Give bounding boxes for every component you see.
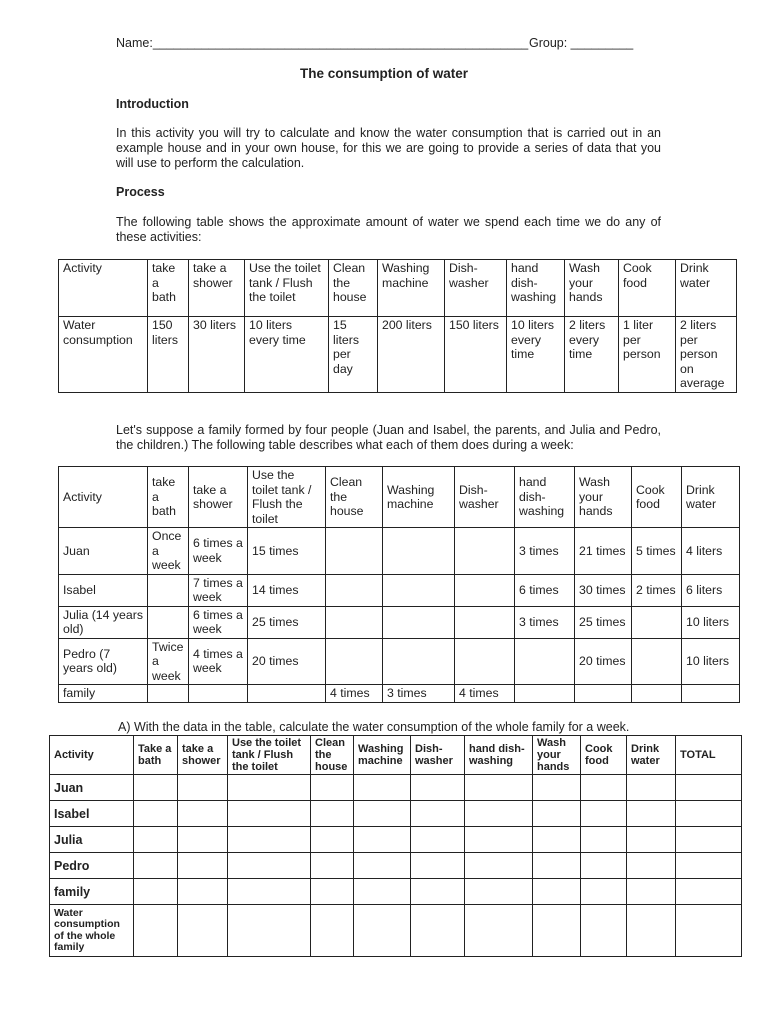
cell <box>326 606 383 638</box>
header-cell: Activity <box>59 260 148 317</box>
answer-cell[interactable] <box>627 827 676 853</box>
cell: 14 times <box>248 574 326 606</box>
answer-cell[interactable] <box>354 827 411 853</box>
answer-cell[interactable] <box>311 775 354 801</box>
header-cell: Activity <box>59 467 148 528</box>
answer-cell[interactable] <box>676 853 742 879</box>
cell: 30 liters <box>189 317 245 393</box>
cell: 15 liters per day <box>329 317 378 393</box>
header-cell: hand dish-washing <box>465 736 533 775</box>
row-label: Pedro <box>50 853 134 879</box>
answer-cell[interactable] <box>311 827 354 853</box>
header-cell: Take a bath <box>134 736 178 775</box>
cell <box>326 574 383 606</box>
cell: Once a week <box>148 528 189 575</box>
cell: 30 times <box>575 574 632 606</box>
cell: 20 times <box>575 638 632 685</box>
answer-cell[interactable] <box>676 879 742 905</box>
cell: 25 times <box>575 606 632 638</box>
process-text: The following table shows the approximate amount of water we spend each time we do any of these activities: <box>116 215 661 244</box>
row-label: Water consumption of the whole family <box>50 905 134 957</box>
answer-cell[interactable] <box>581 853 627 879</box>
answer-cell[interactable] <box>627 775 676 801</box>
table-row <box>50 853 742 879</box>
cell: 150 liters <box>445 317 507 393</box>
cell <box>189 685 248 703</box>
cell <box>575 685 632 703</box>
table-header-row <box>50 736 742 775</box>
cell <box>632 606 682 638</box>
cell: 200 liters <box>378 317 445 393</box>
answer-cell[interactable] <box>465 879 533 905</box>
table-header-row <box>59 467 740 528</box>
answer-cell[interactable] <box>581 879 627 905</box>
header-cell: Dish-washer <box>411 736 465 775</box>
cell: 3 times <box>515 528 575 575</box>
answer-cell[interactable] <box>228 775 311 801</box>
cell <box>455 574 515 606</box>
answer-cell[interactable] <box>627 879 676 905</box>
answer-cell[interactable] <box>354 801 411 827</box>
cell: Isabel <box>59 574 148 606</box>
header-cell: Clean the house <box>326 467 383 528</box>
header-cell: Cook food <box>619 260 676 317</box>
answer-cell[interactable] <box>411 853 465 879</box>
cell: 2 liters every time <box>565 317 619 393</box>
family-text: Let's suppose a family formed by four people (Juan and Isabel, the parents, and Julia and Pedro, the children.) The following table describes what each of them does during a week: <box>116 423 661 452</box>
cell <box>383 574 455 606</box>
cell: Twice a week <box>148 638 189 685</box>
answer-cell[interactable] <box>411 879 465 905</box>
header-cell: Washing machine <box>378 260 445 317</box>
cell: Juan <box>59 528 148 575</box>
cell <box>682 685 740 703</box>
answer-cell[interactable] <box>228 827 311 853</box>
question-a: A) With the data in the table, calculate the water consumption of the whole family for a week. <box>118 720 630 734</box>
header-cell: Clean the house <box>329 260 378 317</box>
cell: Water consumption <box>59 317 148 393</box>
header-cell: Drink water <box>682 467 740 528</box>
answer-cell[interactable] <box>533 905 581 957</box>
answer-cell[interactable] <box>627 905 676 957</box>
answer-cell[interactable] <box>581 775 627 801</box>
answer-cell[interactable] <box>465 827 533 853</box>
cell <box>455 606 515 638</box>
cell: 3 times <box>515 606 575 638</box>
table-row <box>50 827 742 853</box>
header-cell: Wash your hands <box>575 467 632 528</box>
cell <box>632 685 682 703</box>
row-label: Julia <box>50 827 134 853</box>
row-label: Juan <box>50 775 134 801</box>
intro-heading: Introduction <box>116 97 189 111</box>
cell: 1 liter per person <box>619 317 676 393</box>
cell <box>515 638 575 685</box>
cell: 6 times <box>515 574 575 606</box>
header-cell: take a bath <box>148 467 189 528</box>
header-cell: hand dish-washing <box>507 260 565 317</box>
cell: 2 liters per person on average <box>676 317 737 393</box>
cell <box>248 685 326 703</box>
table-row <box>50 801 742 827</box>
answer-cell[interactable] <box>311 879 354 905</box>
cell <box>632 638 682 685</box>
table-row <box>50 905 742 957</box>
answer-cell[interactable] <box>134 879 178 905</box>
answer-cell[interactable] <box>228 879 311 905</box>
header-cell: Use the toilet tank / Flush the toilet <box>248 467 326 528</box>
table-header-row <box>59 260 737 317</box>
answer-cell[interactable] <box>676 801 742 827</box>
answer-cell[interactable] <box>533 827 581 853</box>
cell <box>455 528 515 575</box>
answer-cell[interactable] <box>676 905 742 957</box>
header-cell: take a bath <box>148 260 189 317</box>
header-cell: Cook food <box>632 467 682 528</box>
table-row <box>59 528 740 575</box>
name-field[interactable]: Name:______________________________________________________ <box>116 36 529 50</box>
answer-cell[interactable] <box>228 853 311 879</box>
cell: 3 times <box>383 685 455 703</box>
header-cell: Washing machine <box>383 467 455 528</box>
header-cell: Clean the house <box>311 736 354 775</box>
header-cell: Use the toilet tank / Flush the toilet <box>228 736 311 775</box>
header-cell: take a shower <box>189 260 245 317</box>
answer-cell[interactable] <box>411 905 465 957</box>
cell <box>326 528 383 575</box>
answer-cell[interactable] <box>354 905 411 957</box>
answer-cell[interactable] <box>134 853 178 879</box>
answer-cell[interactable] <box>228 801 311 827</box>
process-heading: Process <box>116 185 165 199</box>
cell: 6 liters <box>682 574 740 606</box>
header-cell: take a shower <box>189 467 248 528</box>
answer-cell[interactable] <box>581 801 627 827</box>
table-row <box>59 685 740 703</box>
answer-cell[interactable] <box>178 827 228 853</box>
intro-text: In this activity you will try to calculate and know the water consumption that is carried out in an example house and in your own house, for this we are going to provide a series of data that you will use to perform the calculation. <box>116 126 661 170</box>
cell <box>455 638 515 685</box>
header-cell: TOTAL <box>676 736 742 775</box>
cell: 4 times <box>326 685 383 703</box>
cell <box>383 528 455 575</box>
header-cell: Wash your hands <box>533 736 581 775</box>
cell <box>515 685 575 703</box>
header-cell: Drink water <box>627 736 676 775</box>
cell: 25 times <box>248 606 326 638</box>
header-cell: hand dish-washing <box>515 467 575 528</box>
consumption-per-activity-table <box>58 259 737 393</box>
cell: 6 times a week <box>189 528 248 575</box>
page-title: The consumption of water <box>299 66 468 81</box>
cell <box>383 638 455 685</box>
header-cell: take a shower <box>178 736 228 775</box>
answer-cell[interactable] <box>581 827 627 853</box>
cell: 150 liters <box>148 317 189 393</box>
row-label: family <box>50 879 134 905</box>
cell: 2 times <box>632 574 682 606</box>
answer-cell[interactable] <box>411 827 465 853</box>
answer-cell[interactable] <box>311 905 354 957</box>
cell: 5 times <box>632 528 682 575</box>
cell: 20 times <box>248 638 326 685</box>
answer-cell[interactable] <box>178 879 228 905</box>
answer-cell[interactable] <box>134 801 178 827</box>
cell: 21 times <box>575 528 632 575</box>
cell: 4 times a week <box>189 638 248 685</box>
family-activities-table <box>58 466 740 703</box>
row-label: Isabel <box>50 801 134 827</box>
cell <box>148 606 189 638</box>
answer-cell[interactable] <box>178 801 228 827</box>
answer-cell[interactable] <box>354 879 411 905</box>
header-cell: Drink water <box>676 260 737 317</box>
answer-cell[interactable] <box>134 775 178 801</box>
cell: 6 times a week <box>189 606 248 638</box>
answer-cell[interactable] <box>627 853 676 879</box>
cell: family <box>59 685 148 703</box>
cell: 4 times <box>455 685 515 703</box>
table-row <box>50 879 742 905</box>
cell: 4 liters <box>682 528 740 575</box>
answer-cell[interactable] <box>134 827 178 853</box>
cell: 10 liters every time <box>507 317 565 393</box>
answer-cell[interactable] <box>465 801 533 827</box>
cell: 10 liters <box>682 606 740 638</box>
cell: Pedro (7 years old) <box>59 638 148 685</box>
cell: 7 times a week <box>189 574 248 606</box>
cell: Julia (14 years old) <box>59 606 148 638</box>
answer-cell[interactable] <box>676 775 742 801</box>
cell <box>383 606 455 638</box>
answer-cell[interactable] <box>354 775 411 801</box>
header-cell: Dish-washer <box>445 260 507 317</box>
answer-cell[interactable] <box>465 775 533 801</box>
group-field[interactable]: Group: _________ <box>529 36 634 50</box>
family-consumption-answer-table <box>49 735 742 957</box>
header-cell: Dish-washer <box>455 467 515 528</box>
answer-cell[interactable] <box>411 801 465 827</box>
answer-cell[interactable] <box>533 879 581 905</box>
answer-cell[interactable] <box>533 853 581 879</box>
answer-cell[interactable] <box>676 827 742 853</box>
answer-cell[interactable] <box>465 853 533 879</box>
answer-cell[interactable] <box>134 905 178 957</box>
cell <box>148 574 189 606</box>
table-row <box>59 574 740 606</box>
cell <box>148 685 189 703</box>
answer-cell[interactable] <box>465 905 533 957</box>
answer-cell[interactable] <box>178 775 228 801</box>
table-row <box>59 317 737 393</box>
answer-cell[interactable] <box>581 905 627 957</box>
table-row <box>59 638 740 685</box>
header-cell: Cook food <box>581 736 627 775</box>
table-row <box>50 775 742 801</box>
header-cell: Washing machine <box>354 736 411 775</box>
cell: 15 times <box>248 528 326 575</box>
table-row <box>59 606 740 638</box>
cell <box>326 638 383 685</box>
cell: 10 liters <box>682 638 740 685</box>
answer-cell[interactable] <box>627 801 676 827</box>
answer-cell[interactable] <box>178 905 228 957</box>
header-cell: Activity <box>50 736 134 775</box>
answer-cell[interactable] <box>178 853 228 879</box>
answer-cell[interactable] <box>311 801 354 827</box>
header-cell: Wash your hands <box>565 260 619 317</box>
answer-cell[interactable] <box>228 905 311 957</box>
answer-cell[interactable] <box>354 853 411 879</box>
answer-cell[interactable] <box>533 801 581 827</box>
cell: 10 liters every time <box>245 317 329 393</box>
answer-cell[interactable] <box>533 775 581 801</box>
answer-cell[interactable] <box>411 775 465 801</box>
answer-cell[interactable] <box>311 853 354 879</box>
header-cell: Use the toilet tank / Flush the toilet <box>245 260 329 317</box>
